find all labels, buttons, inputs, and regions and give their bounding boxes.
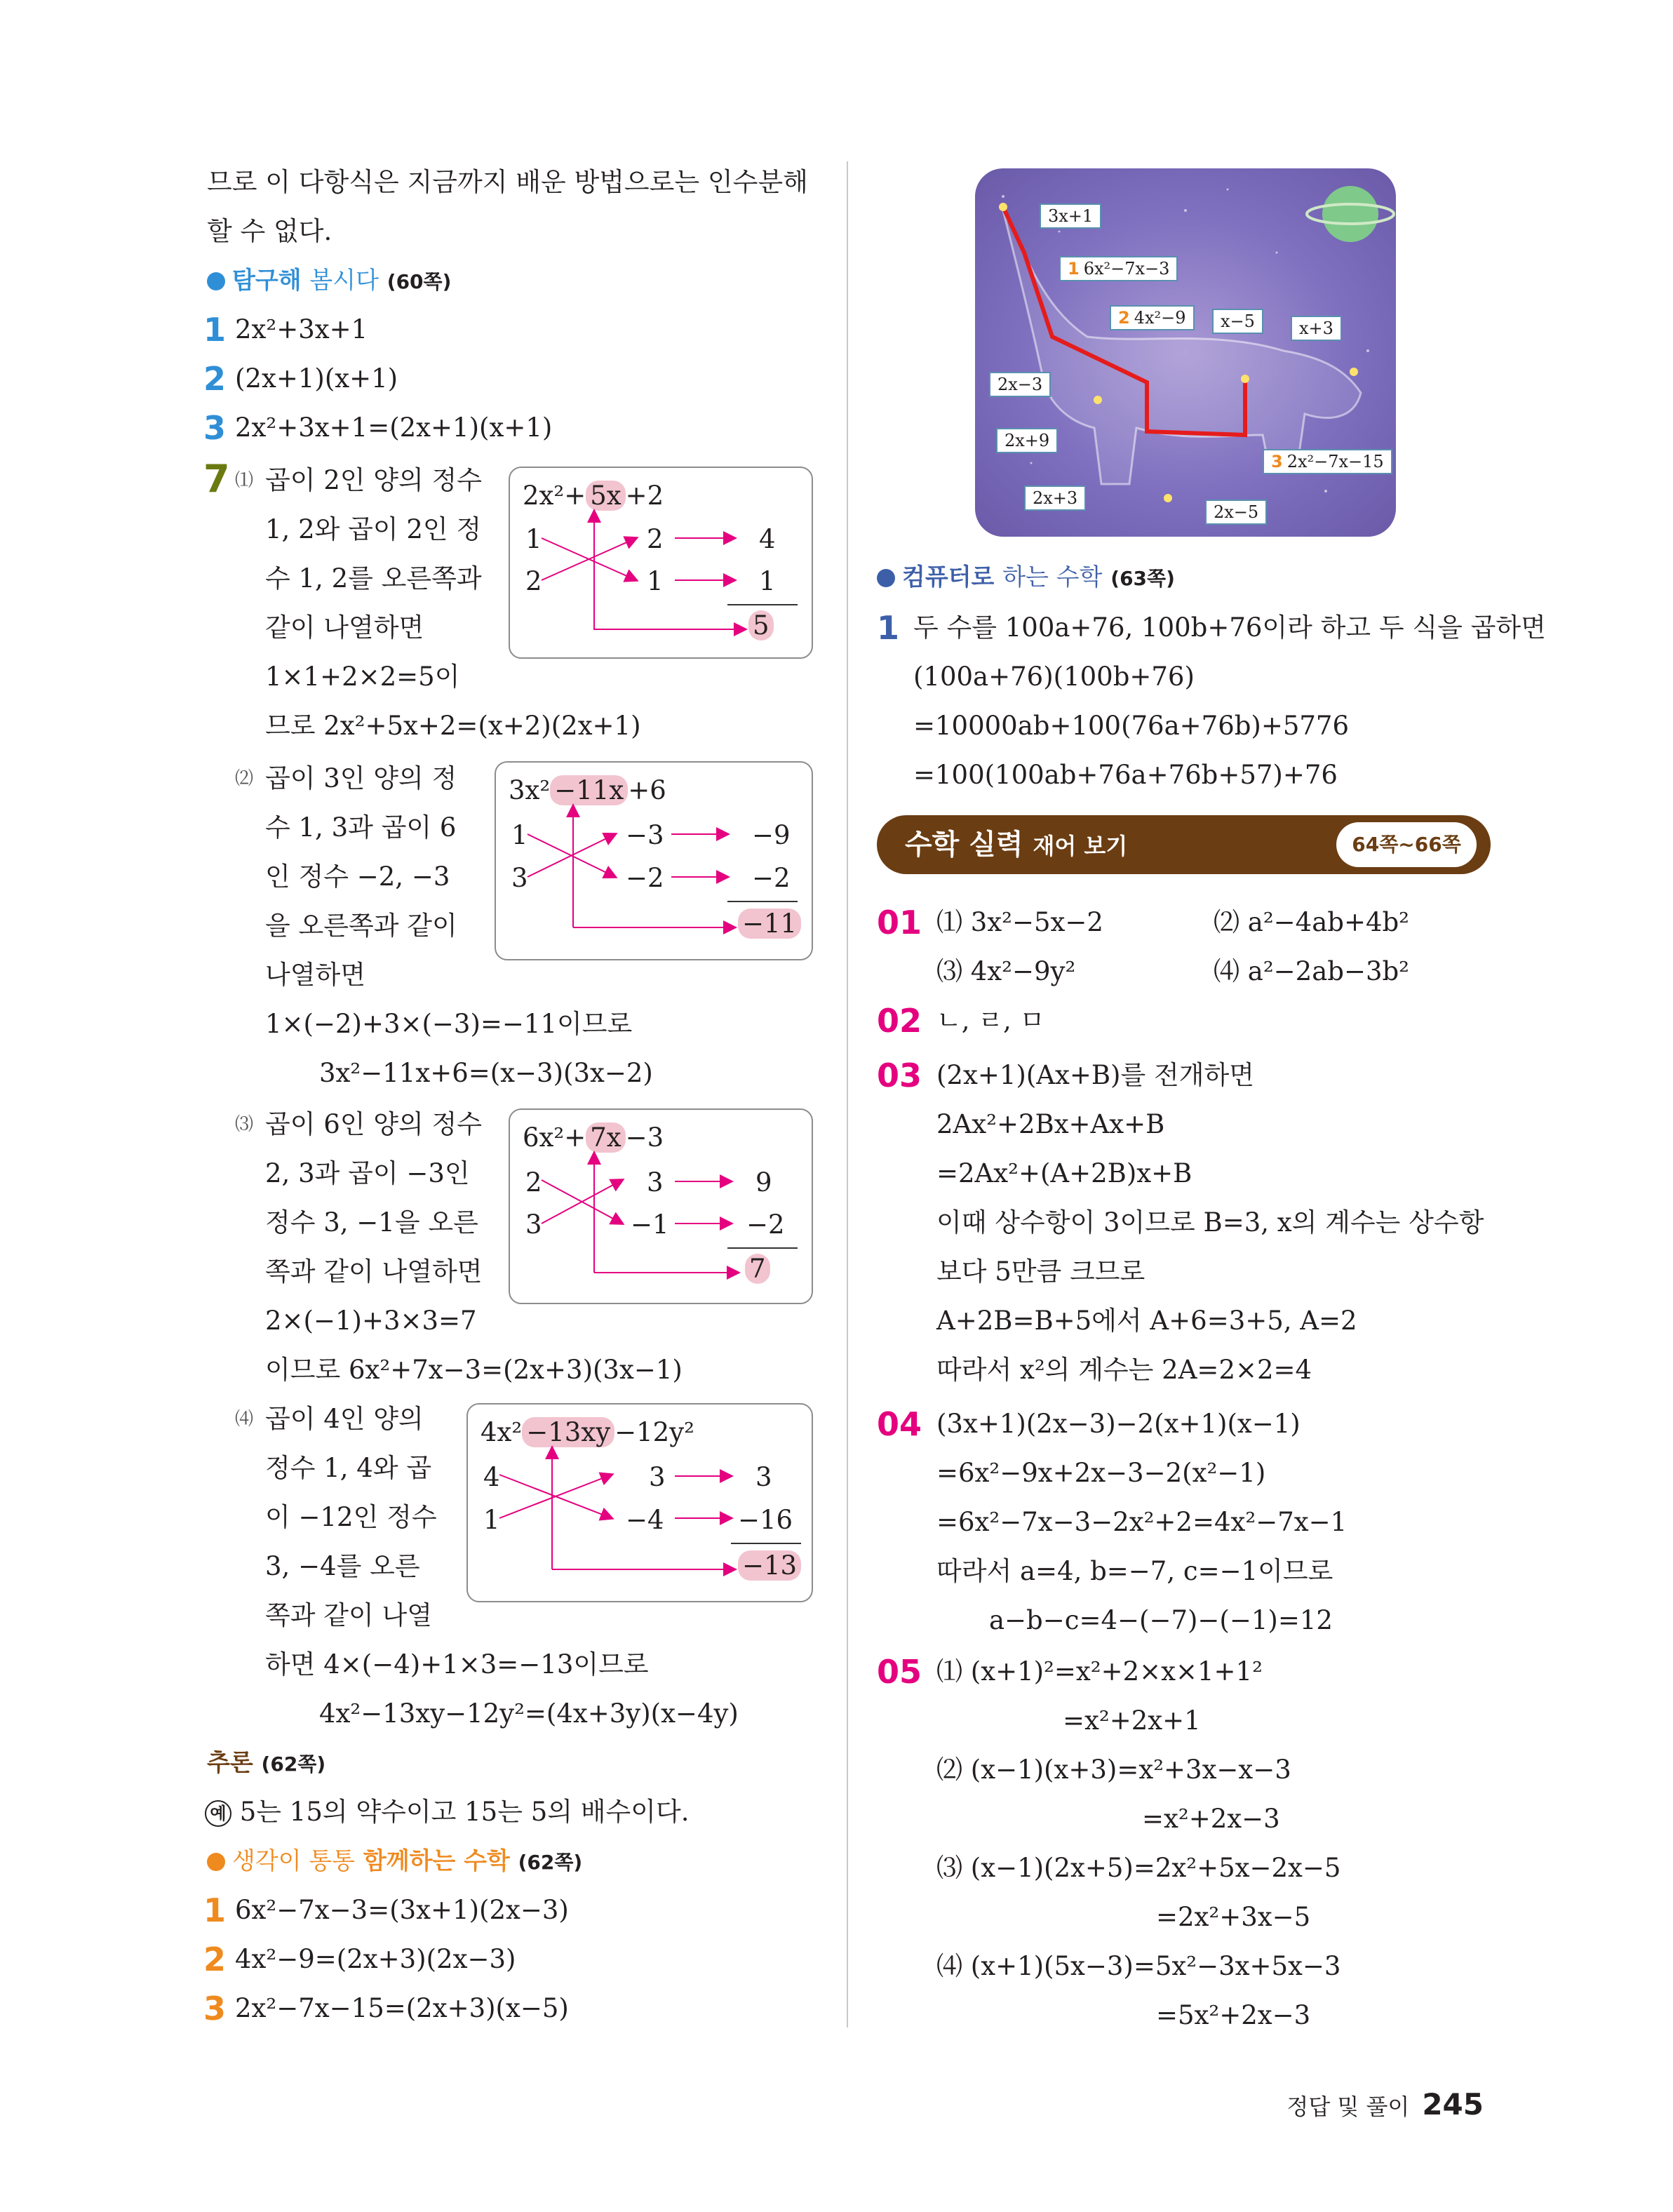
bullet-dot-icon [877, 569, 895, 587]
q7-4-line: 4x²−13xy−12y²=(4x+3y)(x−4y) [319, 1698, 739, 1729]
think-item-number: 3 [203, 1990, 227, 2027]
think-item-number: 2 [203, 1940, 227, 1978]
q04-line: a−b−c=4−(−7)−(−1)=12 [989, 1605, 1333, 1635]
think-item-number: 1 [203, 1891, 227, 1929]
explore-title: 탐구해 [232, 267, 302, 295]
computer-line: 두 수를 100a+76, 100b+76이라 하고 두 식을 곱하면 [913, 612, 1546, 643]
q7-3-line: 2, 3과 곱이 −3인 [265, 1158, 470, 1188]
explore-item-text: 2x²+3x+1=(2x+1)(x+1) [235, 413, 553, 443]
q7-2-line: 인 정수 −2, −3 [265, 862, 450, 892]
q02-text: ㄴ, ㄹ, ㅁ [936, 1005, 1045, 1035]
expression-tag: 3 2x²−7x−15 [1263, 449, 1392, 474]
box-cell: 9 [755, 1167, 772, 1198]
constellation-illustration [975, 168, 1396, 537]
q01-item: ⑴ 3x²−5x−2 [936, 907, 1103, 937]
q7-4-line: 정수 1, 4와 곱 [265, 1453, 432, 1483]
q03-line: 이때 상수항이 3이므로 B=3, x의 계수는 상수항 [936, 1207, 1484, 1238]
q05-line: =2x²+3x−5 [1156, 1902, 1311, 1932]
part-label: ⑵ [235, 768, 254, 789]
box-cell: 3 [511, 863, 528, 893]
banner-title-main: 수학 실력 [905, 829, 1023, 861]
q01-item: ⑷ a²−2ab−3b² [1214, 956, 1409, 986]
part-label: ⑷ [235, 1409, 254, 1430]
q05-line: =x²+2x−3 [1142, 1804, 1280, 1834]
explore-item-number: 2 [203, 360, 227, 398]
cross-multiplication-box-2 [495, 761, 813, 960]
reason-answer [205, 1788, 689, 1837]
box-cell: 4 [483, 1462, 500, 1492]
explore-title2: 봄시다 [309, 267, 379, 295]
q05-line: =x²+2x+1 [1063, 1705, 1201, 1736]
q7-4-line: 하면 4×(−4)+1×3=−13이므로 [265, 1649, 649, 1680]
box-cell: 1 [511, 820, 528, 850]
expression-tag: 2 4x²−9 [1110, 305, 1195, 330]
reason-text: 5는 15의 약수이고 15는 5의 배수이다. [239, 1797, 690, 1827]
banner-pages: 64쪽~66쪽 [1352, 833, 1461, 856]
box-cell: 3 [755, 1462, 772, 1492]
q03-line: =2Ax²+(A+2B)x+B [936, 1158, 1192, 1188]
box-cell: −2 [626, 863, 664, 893]
box-cell: −3 [626, 820, 664, 850]
box-cell: 2 [647, 524, 664, 554]
question-01-number: 01 [877, 904, 922, 941]
reason-page: (62쪽) [261, 1752, 326, 1776]
expression-tag: x−5 [1212, 309, 1263, 334]
column-divider [847, 161, 848, 2027]
question-02-number: 02 [877, 1002, 922, 1040]
intro-line-2: 할 수 없다. [207, 216, 332, 246]
reason-heading [207, 1738, 325, 1789]
page-number: 245 [1422, 2087, 1484, 2121]
q7-3-line: 쪽과 같이 나열하면 [265, 1256, 483, 1287]
cross-arrows-graphic [468, 1405, 812, 1601]
explore-item-number: 1 [203, 311, 227, 349]
q05-line: ⑵ (x−1)(x+3)=x²+3x−x−3 [936, 1755, 1291, 1785]
bullet-dot-icon [207, 1853, 225, 1871]
explore-item-text: (2x+1)(x+1) [235, 363, 398, 394]
think-item-text: 6x²−7x−3=(3x+1)(2x−3) [235, 1895, 569, 1925]
q01-item: ⑶ 4x²−9y² [936, 956, 1076, 986]
computer-heading [877, 553, 1175, 603]
q7-1-line: 곱이 2인 양의 정수 [265, 465, 483, 495]
explore-item-number: 3 [203, 409, 227, 447]
intro-line-1: 므로 이 다항식은 지금까지 배운 방법으로는 인수분해 [207, 167, 808, 197]
q03-line: A+2B=B+5에서 A+6=3+5, A=2 [936, 1306, 1357, 1336]
part-label: ⑶ [235, 1114, 254, 1135]
q7-4-line: 이 −12인 정수 [265, 1502, 437, 1532]
q7-2-line: 을 오른쪽과 같이 [265, 911, 457, 941]
q7-3-line: 정수 3, −1을 오른 [265, 1207, 478, 1238]
expression-tag: 2x+3 [1024, 485, 1086, 511]
explore-heading [207, 256, 451, 307]
part-label: ⑴ [235, 470, 254, 491]
box-sum: 7 [745, 1254, 770, 1284]
think-item-text: 4x²−9=(2x+3)(2x−3) [235, 1944, 516, 1974]
q04-line: (3x+1)(2x−3)−2(x+1)(x−1) [936, 1409, 1301, 1439]
q03-line: 따라서 x²의 계수는 2A=2×2=4 [936, 1355, 1312, 1385]
box-cell: 1 [759, 566, 776, 596]
think-page: (62쪽) [518, 1851, 583, 1874]
box-cell: 3 [647, 1167, 664, 1198]
think-title2: 함께하는 수학 [363, 1847, 510, 1875]
question-03-number: 03 [877, 1057, 922, 1094]
q7-3-line: 이므로 6x²+7x−3=(2x+3)(3x−1) [265, 1355, 683, 1385]
footer-label: 정답 및 풀이 [1286, 2093, 1410, 2120]
q7-1-line: 1, 2와 곱이 2인 정 [265, 514, 482, 544]
computer-line: =100(100ab+76a+76b+57)+76 [913, 760, 1338, 790]
q7-1-line: 1×1+2×2=5이 [265, 662, 460, 692]
box-cell: 3 [525, 1209, 542, 1240]
reason-title: 추론 [207, 1749, 253, 1777]
q7-3-line: 곱이 6인 양의 정수 [265, 1109, 483, 1139]
page-footer [1286, 2087, 1484, 2121]
q05-line: ⑴ (x+1)²=x²+2×x×1+1² [936, 1656, 1263, 1687]
box-expression: 6x²+ 7x −3 [523, 1122, 664, 1153]
explore-page: (60쪽) [387, 270, 452, 293]
q7-2-line: 1×(−2)+3×(−3)=−11이므로 [265, 1009, 633, 1039]
cross-multiplication-box-1 [509, 467, 813, 659]
q7-4-line: 쪽과 같이 나열 [265, 1600, 432, 1630]
box-expression: 3x² −11x +6 [509, 775, 666, 805]
think-heading [207, 1837, 582, 1887]
box-sum: −11 [738, 909, 801, 939]
question-04-number: 04 [877, 1405, 922, 1443]
box-cell: 2 [525, 1167, 542, 1198]
box-cell: 1 [483, 1505, 500, 1535]
q05-line: ⑷ (x+1)(5x−3)=5x²−3x+5x−3 [936, 1951, 1341, 1981]
q7-1-line: 수 1, 2를 오른쪽과 [265, 563, 482, 594]
banner-title-sub: 재어 보기 [1033, 833, 1128, 859]
q7-2-line: 수 1, 3과 곱이 6 [265, 812, 457, 843]
q03-line: 보다 5만큼 크므로 [936, 1256, 1145, 1287]
banner-title [905, 822, 1127, 869]
box-cell: 3 [649, 1462, 666, 1492]
box-cell: −9 [752, 820, 791, 850]
box-cell: −16 [738, 1505, 793, 1535]
q7-1-line: 므로 2x²+5x+2=(x+2)(2x+1) [265, 711, 641, 741]
q04-line: 따라서 a=4, b=−7, c=−1이므로 [936, 1556, 1333, 1586]
cross-arrows-graphic [496, 763, 812, 959]
expression-tag: 2x−5 [1205, 500, 1267, 525]
example-mark-icon: 예 [205, 1800, 231, 1827]
think-item-text: 2x²−7x−15=(2x+3)(x−5) [235, 1993, 569, 2023]
box-sum: −13 [738, 1550, 801, 1581]
computer-line: (100a+76)(100b+76) [913, 662, 1195, 692]
q05-line: =5x²+2x−3 [1156, 2000, 1311, 2030]
box-cell: 1 [647, 566, 664, 596]
box-expression: 2x²+ 5x +2 [523, 481, 664, 511]
cross-multiplication-box-3 [509, 1108, 813, 1304]
q04-line: =6x²−9x+2x−3−2(x²−1) [936, 1458, 1266, 1488]
box-cell: −4 [626, 1505, 664, 1535]
bear-constellation-graphic [975, 168, 1396, 537]
computer-title2: 하는 수학 [1002, 563, 1103, 591]
expression-tag: 2x+9 [996, 428, 1058, 453]
box-expression: 4x² −13xy −12y² [481, 1417, 694, 1447]
box-cell: 2 [525, 566, 542, 596]
computer-line: =10000ab+100(76a+76b)+5776 [913, 711, 1350, 741]
box-cell: 4 [759, 524, 776, 554]
box-cell: −2 [746, 1209, 785, 1240]
expression-tag: 3x+1 [1040, 203, 1101, 229]
q7-4-line: 3, −4를 오른 [265, 1551, 420, 1581]
cross-multiplication-box-4 [466, 1403, 813, 1602]
q03-line: (2x+1)(Ax+B)를 전개하면 [936, 1060, 1254, 1090]
box-cell: −1 [631, 1209, 669, 1240]
expression-tag: 1 6x²−7x−3 [1059, 256, 1178, 281]
computer-item-number: 1 [877, 609, 900, 647]
question-05-number: 05 [877, 1653, 922, 1691]
q04-line: =6x²−7x−3−2x²+2=4x²−7x−1 [936, 1507, 1348, 1537]
box-sum: 5 [748, 610, 774, 641]
q7-2-line: 곱이 3인 양의 정 [265, 763, 457, 793]
box-cell: 1 [525, 524, 542, 554]
q7-2-line: 3x²−11x+6=(x−3)(3x−2) [319, 1058, 653, 1088]
computer-page: (63쪽) [1110, 567, 1175, 590]
explore-item-text: 2x²+3x+1 [235, 314, 368, 344]
q7-3-line: 2×(−1)+3×3=7 [265, 1306, 477, 1336]
q05-line: ⑶ (x−1)(2x+5)=2x²+5x−2x−5 [936, 1853, 1341, 1883]
think-title: 생각이 통통 [232, 1847, 356, 1875]
computer-title: 컴퓨터로 [902, 563, 995, 591]
question-7-number: 7 [203, 457, 230, 501]
expression-tag: 2x−3 [989, 372, 1051, 397]
q03-line: 2Ax²+2Bx+Ax+B [936, 1109, 1165, 1139]
bullet-dot-icon [207, 272, 225, 290]
q7-2-line: 나열하면 [265, 960, 365, 990]
cross-arrows-graphic [510, 468, 812, 657]
cross-arrows-graphic [510, 1110, 812, 1303]
q7-1-line: 같이 나열하면 [265, 612, 424, 643]
q01-item: ⑵ a²−4ab+4b² [1214, 907, 1409, 937]
q7-4-line: 곱이 4인 양의 [265, 1404, 424, 1434]
expression-tag: x+3 [1291, 316, 1342, 341]
box-cell: −2 [752, 863, 791, 893]
